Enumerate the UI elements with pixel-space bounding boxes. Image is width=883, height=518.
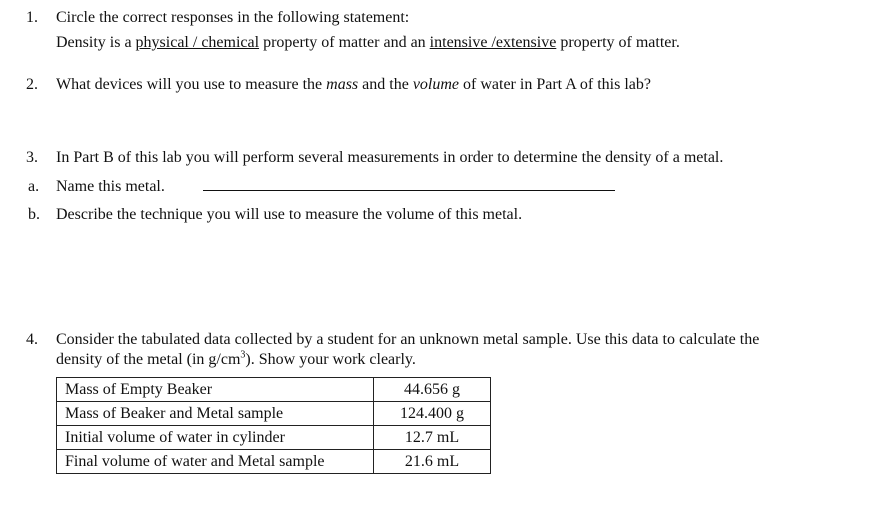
q4-question-line1: Consider the tabulated data collected by a student for an unknown metal sample. Use this data to calculate the — [56, 331, 760, 348]
q2-post: of water in Part A of this lab? — [459, 76, 651, 93]
q1-number: 1. — [26, 9, 38, 26]
table-cell-label: Final volume of water and Metal sample — [57, 450, 374, 474]
q3-question: In Part B of this lab you will perform several measurements in order to determine the density of a metal. — [56, 149, 724, 166]
q1-instruction: Circle the correct responses in the following statement: — [56, 9, 410, 26]
q2-pre: What devices will you use to measure the — [56, 76, 327, 93]
q1-statement-pre: Density is a — [56, 34, 136, 51]
q1-choice-intensive-extensive[interactable]: intensive /extensive — [429, 34, 557, 51]
q2-mid: and the — [358, 76, 413, 93]
q1-statement-mid: property of matter and an — [259, 34, 430, 51]
q3b-question: Describe the technique you will use to measure the volume of this metal. — [56, 206, 523, 223]
table-cell-label: Mass of Empty Beaker — [57, 378, 374, 402]
table-row — [57, 378, 491, 402]
table-cell-value: 21.6 mL — [374, 450, 491, 474]
q3a-answer-blank[interactable] — [203, 190, 615, 191]
table-row — [57, 402, 491, 426]
q3-number: 3. — [26, 149, 38, 166]
q4-line2-post: ). Show your work clearly. — [245, 351, 416, 368]
table-row — [57, 426, 491, 450]
table-row — [57, 450, 491, 474]
q4-line2-pre: density of the metal (in g/cm — [56, 351, 241, 368]
q3b-number: b. — [28, 206, 40, 223]
q2-volume: volume — [412, 76, 460, 93]
q3a-number: a. — [28, 178, 40, 195]
table-cell-value: 44.656 g — [374, 378, 491, 402]
q3a-question: Name this metal. — [56, 178, 165, 195]
q2-mass: mass — [326, 76, 359, 93]
q2-question — [56, 75, 651, 95]
table-cell-value: 12.7 mL — [374, 426, 491, 450]
q1-statement-post: property of matter. — [556, 34, 680, 51]
data-table — [56, 377, 491, 474]
q4-question-line2 — [56, 350, 416, 370]
table-cell-label: Initial volume of water in cylinder — [57, 426, 374, 450]
table-cell-label: Mass of Beaker and Metal sample — [57, 402, 374, 426]
table-cell-value: 124.400 g — [374, 402, 491, 426]
q4-line2-sup: 3 — [240, 349, 246, 361]
q4-number: 4. — [26, 331, 38, 348]
q2-number: 2. — [26, 76, 38, 93]
q1-statement — [56, 33, 680, 53]
q1-choice-physical-chemical[interactable]: physical / chemical — [135, 34, 260, 51]
